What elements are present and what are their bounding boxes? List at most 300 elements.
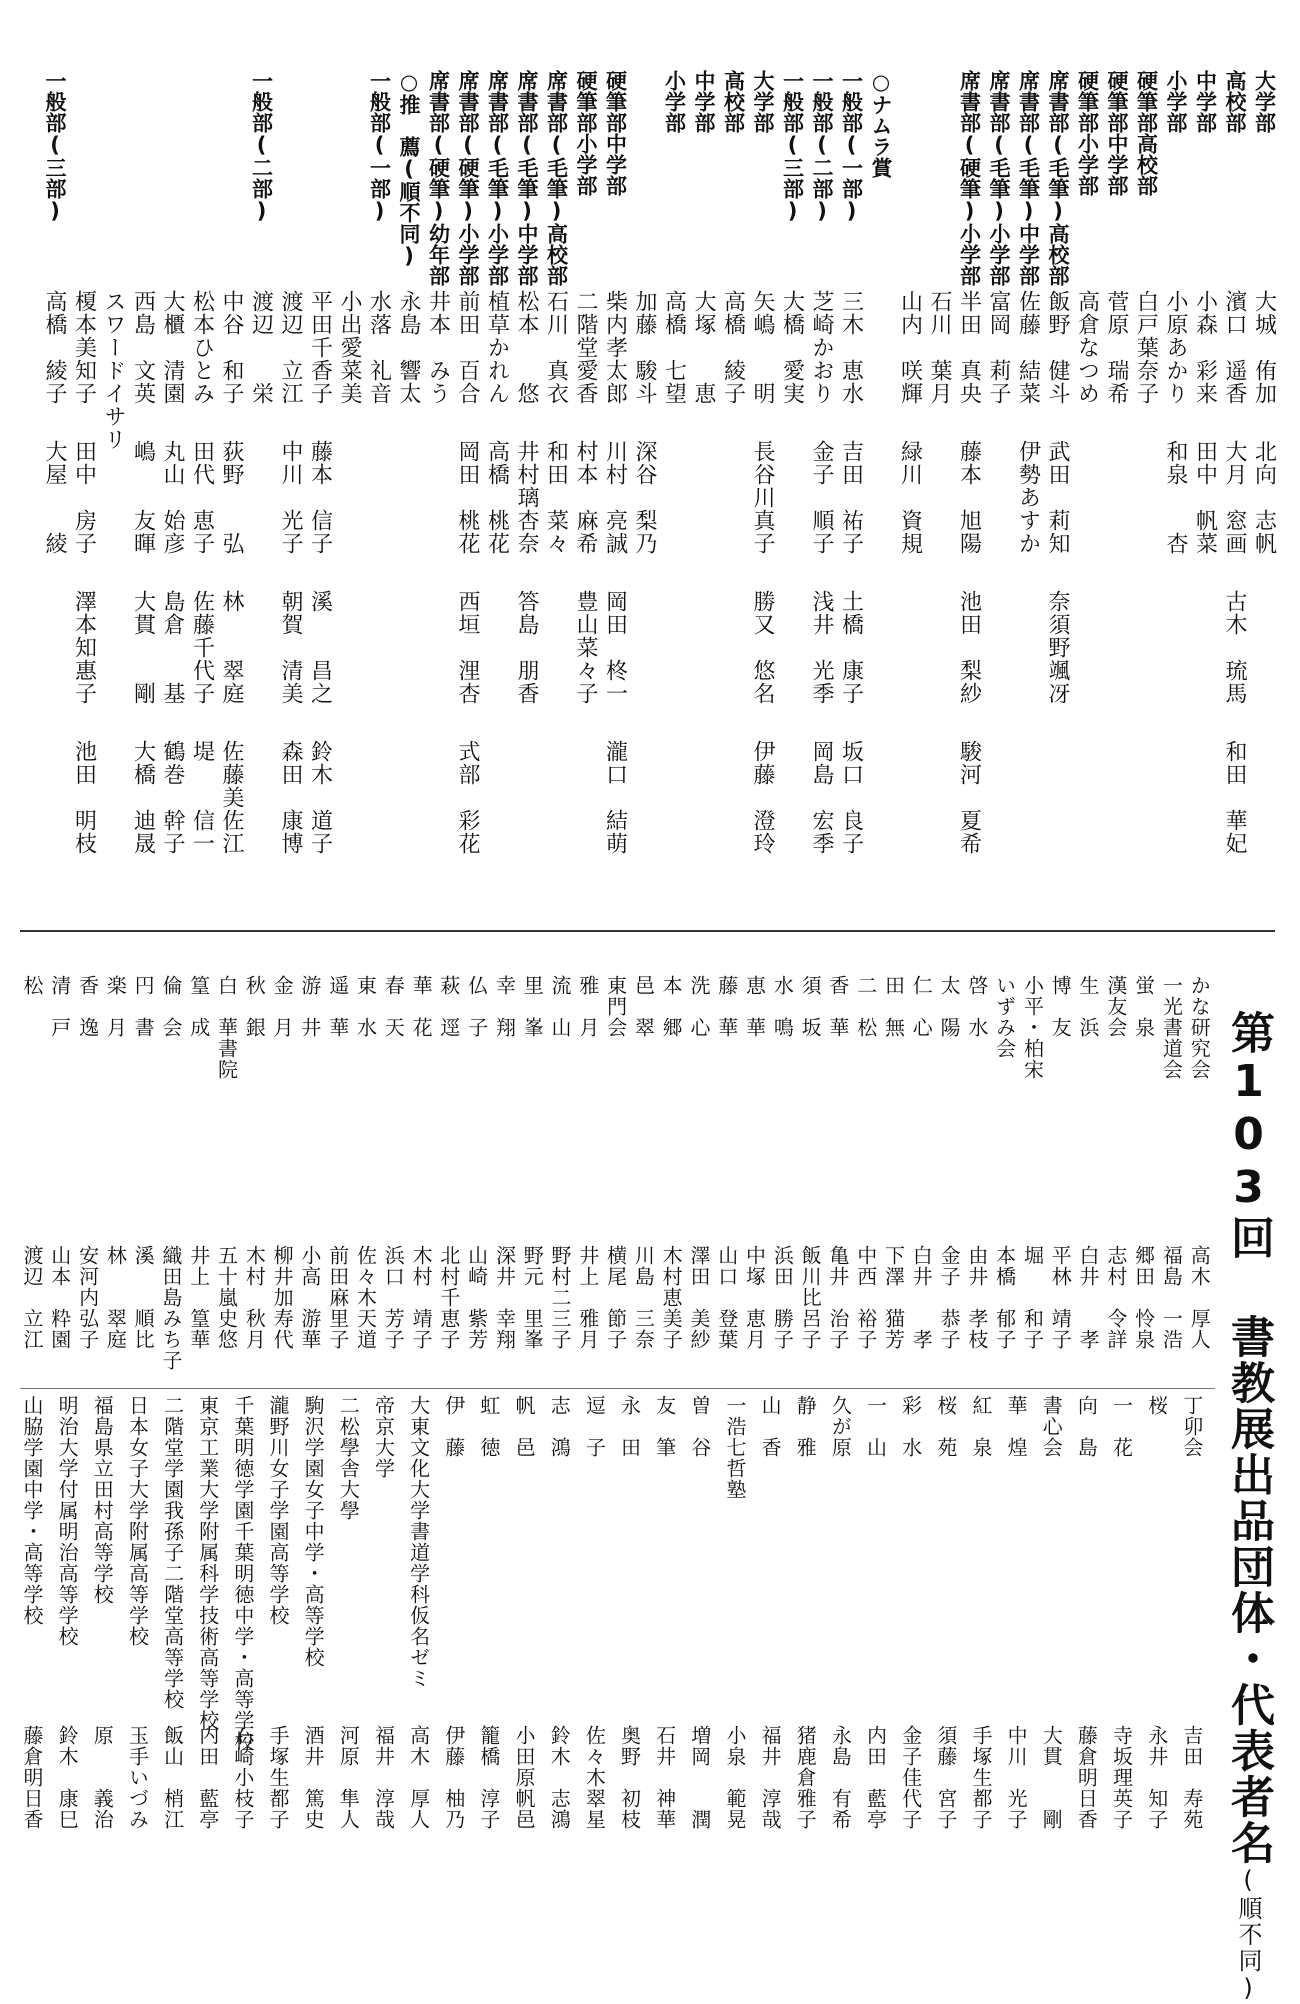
award-name: 武田 莉知 [1045,440,1070,555]
group-name: 日本女子大学附属高等学校 [125,1395,150,1647]
category-header: 席書部(毛筆)高校部 [544,70,569,286]
group-name: 東 水 [353,975,378,1038]
representative-name: 小田原帆邑 [512,1725,537,1830]
upper-column [867,70,897,890]
upper-column-inner [1251,70,1281,890]
group-name: 二階堂学園我孫子二階堂高等学校 [160,1395,185,1710]
award-name: 高橋 綾子 [720,290,746,405]
category-header: 一般部(二部) [249,70,274,223]
category-header: 小学部 [662,70,687,133]
group-name: 曽 谷 [687,1395,712,1458]
upper-column [336,70,366,890]
category-header: 硬筆部高校部 [1134,70,1159,196]
group-name: 博 友 [1048,975,1073,1038]
category-header: 席書部(硬筆)幼年部 [426,70,451,286]
representative-name: 平林 靖子 [1048,1245,1073,1350]
group-name: 仏 子 [464,975,489,1038]
group-name: 山脇学園中学・高等学校 [20,1395,44,1626]
representative-name: 溪 順比 [131,1245,156,1350]
representative-name: 前田麻里子 [325,1245,350,1350]
award-name: 加藤 駿斗 [632,290,657,405]
upper-column [720,70,750,890]
upper-column-inner [41,70,71,890]
representative-name: 福井 淳哉 [758,1725,783,1830]
representative-name: 原 義治 [90,1725,115,1830]
group-name: 楽 月 [103,975,128,1038]
upper-column [897,70,927,890]
group-name: 雅 月 [575,975,600,1038]
award-name: 古木 琉馬 [1222,590,1247,705]
award-name: 和田 菜々 [543,440,569,555]
group-name: 志 鴻 [547,1395,572,1458]
representative-name: 織田島みち子 [158,1245,183,1371]
group-name: 水 鳴 [770,975,795,1038]
award-name: 伊勢あすか [1015,440,1041,555]
award-name: 松本ひとみ [189,290,215,405]
upper-column-inner [543,70,573,890]
upper-column-inner [218,70,248,890]
group-name: 秋 銀 [242,975,267,1038]
representative-name: 金子 恭子 [937,1245,962,1350]
representative-name: 渡辺 立江 [20,1245,44,1350]
category-header: 一般部(一部) [367,70,392,223]
upper-column [956,70,986,890]
group-name: 明治大学付属明治高等学校 [55,1395,80,1647]
upper-column [71,70,101,890]
group-name: 遥 華 [325,975,350,1038]
representative-name: 木村 秋月 [242,1245,267,1350]
group-name: 篁 成 [186,975,211,1038]
upper-column [1103,70,1133,890]
group-name: 一 花 [1109,1395,1134,1458]
page-title [1216,1010,1280,2004]
representative-name: 井上 篁華 [186,1245,211,1350]
award-name: 藤本 信子 [307,440,333,555]
upper-column-inner [425,70,455,890]
award-name: 鈴木 道子 [307,740,333,855]
group-name: 清 戸 [47,975,72,1038]
representative-name: 永島 有希 [828,1725,853,1830]
group-name: 静 雅 [793,1395,818,1458]
category-header: 硬筆部小学部 [574,70,598,196]
award-name: 植草かれん [484,290,510,405]
upper-column-inner [454,70,484,890]
representative-name: 玉手いづみ [125,1725,150,1830]
award-name: 荻野 弘 [219,440,244,555]
upper-column [366,70,396,890]
category-header: 硬筆部小学部 [1075,70,1100,196]
representative-name: 福井 淳哉 [371,1725,396,1830]
group-name: 一光書道会 [1159,975,1184,1080]
award-name: 北向 志帆 [1251,440,1277,555]
group-name: かな研究会 [1187,975,1212,1080]
award-name: 中川 光子 [278,440,303,555]
award-name: 大橋 愛実 [779,290,805,405]
upper-column-inner [926,70,956,890]
upper-column-inner [1074,70,1104,890]
award-name: 高橋 桃花 [484,440,510,555]
group-name: 彩 水 [898,1395,923,1458]
representative-name: 永井 知子 [1144,1725,1169,1830]
award-name: 高橋 綾子 [42,290,67,405]
group-name: 一浩七哲塾 [722,1395,747,1500]
award-name: 緑川 資規 [897,440,923,555]
award-name: 田中 房子 [71,440,97,555]
upper-column [189,70,219,890]
upper-column [277,70,307,890]
award-name: 佐藤千代子 [189,590,215,705]
category-header: 席書部(毛筆)中学部 [1016,70,1041,286]
award-name: 長谷川真子 [750,440,775,555]
award-name: 森田 康博 [278,740,303,855]
award-name: 佐藤美佐江 [219,740,244,855]
group-name: 虹 徳 [476,1395,501,1458]
upper-column [1044,70,1074,890]
representative-name: 中川 光子 [1004,1725,1029,1830]
award-name: 大櫃 清園 [160,290,185,405]
upper-column [985,70,1015,890]
award-name: 芝崎かおり [809,290,834,405]
award-name: 和泉 杏 [1163,440,1188,555]
award-name: 平田千香子 [307,290,333,405]
award-name: 大城 侑加 [1251,290,1277,405]
upper-column-inner [1162,70,1192,890]
award-name: スワードイサリ [101,290,126,451]
group-name: 太 陽 [937,975,962,1038]
award-name: 水落 礼音 [366,290,392,405]
representative-name: 郷田 怜泉 [1131,1245,1156,1350]
representative-name: 石崎小枝子 [230,1725,255,1830]
award-name: 西島 文英 [130,290,156,405]
award-name: 田代 恵子 [189,440,215,555]
award-name: 澤本知惠子 [71,590,97,705]
upper-column [1221,70,1251,890]
award-name: 大塚 恵 [691,290,716,405]
representative-name: 北村千恵子 [436,1245,461,1350]
award-name: 式部 彩花 [455,740,480,855]
category-header: 中学部 [1193,70,1218,133]
upper-column-inner [395,70,425,890]
category-header: 大学部 [1252,70,1277,133]
group-name: 久が原 [828,1395,853,1458]
award-name: 豊山菜々子 [573,590,598,705]
group-name: 香 華 [825,975,850,1038]
category-header: 一般部(三部) [43,70,67,223]
upper-column [159,70,189,890]
representative-name: 藤倉明日香 [20,1725,44,1830]
group-name: 桜 苑 [933,1395,958,1458]
group-name: 東京工業大学附属科学技術高等学校 [195,1395,220,1731]
representative-name: 酒井 篤史 [301,1725,326,1830]
category-header: 一般部(二部) [810,70,834,223]
award-name: 藤本 旭陽 [956,440,982,555]
award-name: 岡田 柊一 [602,590,628,705]
upper-column [661,70,691,890]
upper-column [100,70,130,890]
group-name: 東門会 [603,975,628,1038]
group-name: 蛍 泉 [1131,975,1156,1038]
group-name: 帆 邑 [512,1395,537,1458]
representative-name: 下澤 猫芳 [881,1245,906,1350]
upper-column [395,70,425,890]
upper-column-inner [71,70,101,890]
award-name: 中谷 和子 [219,290,244,405]
representative-name: 本橋 郁子 [992,1245,1017,1350]
award-name: 榎本美知子 [71,290,97,405]
award-name: 佐藤 結菜 [1015,290,1041,405]
group-name: 須 坂 [798,975,823,1038]
award-name: 柴内孝太郎 [602,290,628,405]
representative-name: 小泉 範晃 [722,1725,747,1830]
group-name: 本 郷 [659,975,684,1038]
group-name: 倫 会 [158,975,183,1038]
representative-name: 吉田 寿苑 [1179,1725,1204,1830]
upper-column [1251,70,1281,890]
representative-name: 横尾 節子 [603,1245,628,1350]
upper-column-inner [956,70,986,890]
category-header: 一般部(三部) [780,70,805,223]
award-name: 深谷 梨乃 [632,440,657,555]
award-name: 奈須野颯冴 [1045,590,1070,705]
representative-name: 手塚生都子 [968,1725,993,1830]
upper-column [779,70,809,890]
award-name: 川村 亮誠 [602,440,628,555]
award-name: 高橋 七望 [661,290,687,405]
upper-column [425,70,455,890]
upper-column-inner [661,70,691,890]
award-name: 矢嶋 明 [750,290,775,405]
award-name: 濱口 遥香 [1222,290,1247,405]
award-name: 池田 梨紗 [956,590,982,705]
group-name: 金 月 [270,975,295,1038]
award-name: 石川 葉月 [927,290,952,405]
representative-name: 高木 厚人 [1187,1245,1212,1350]
award-name: 池田 明枝 [71,740,97,855]
group-name: 生 浜 [1076,975,1101,1038]
upper-column-inner [248,70,278,890]
group-name: 恵 華 [742,975,767,1038]
upper-column-inner [631,70,661,890]
award-name: 溪 昌之 [307,590,333,705]
representative-name: 飯山 梢江 [160,1725,185,1830]
group-name: 春 天 [381,975,406,1038]
upper-column-inner [159,70,189,890]
upper-section [20,70,1280,890]
award-name: 田中 帆菜 [1192,440,1218,555]
award-name: 金子 順子 [809,440,834,555]
group-name: 向 島 [1074,1395,1099,1458]
upper-column [602,70,632,890]
upper-column [749,70,779,890]
award-name: 鶴巻 幹子 [160,740,185,855]
group-name: 洗 心 [686,975,711,1038]
award-name: 渡辺 栄 [248,290,274,405]
award-name: 松本 悠 [514,290,539,405]
upper-column [1074,70,1104,890]
group-name: 幸 翔 [492,975,517,1038]
group-name: 帝京大学 [371,1395,396,1479]
group-name: 一 山 [863,1395,888,1458]
upper-column-inner [1192,70,1222,890]
category-header: 大学部 [751,70,775,133]
group-name: 書心会 [1039,1395,1064,1458]
upper-column [1133,70,1163,890]
representative-name: 増岡 潤 [687,1725,712,1830]
category-header: 中学部 [692,70,716,133]
award-name: 堤 信一 [189,740,215,855]
representative-name: 志村 令詳 [1103,1245,1128,1350]
category-header: 小学部 [1164,70,1188,133]
representative-name: 手塚生都子 [266,1725,291,1830]
representative-name: 安河内弘子 [75,1245,100,1350]
group-name: 永 田 [617,1395,642,1458]
award-name: 菅原 瑞希 [1104,290,1129,405]
award-name: 島倉 基 [160,590,185,705]
award-name: 二階堂愛香 [573,290,598,405]
upper-column-inner [1133,70,1163,890]
divider-top [20,930,1275,932]
upper-column-inner [690,70,720,890]
upper-column [248,70,278,890]
category-header: 席書部(硬筆)小学部 [957,70,982,286]
category-header: 席書部(毛筆)小学部 [485,70,510,286]
award-name: 半田 真央 [956,290,982,405]
representative-name: 鈴木 康巳 [55,1725,80,1830]
upper-column [1162,70,1192,890]
upper-column-inner [130,70,160,890]
representative-name: 川島 三奈 [631,1245,656,1350]
group-name: 駒沢学園女子中学・高等学校 [301,1395,326,1668]
award-name: 土橋 康子 [838,590,864,705]
group-name: 藤 華 [714,975,739,1038]
upper-column [307,70,337,890]
award-name: 朝賀 清美 [278,590,303,705]
award-name: 浅井 光季 [809,590,834,705]
group-name: 華 煌 [1004,1395,1029,1458]
group-name: 流 山 [548,975,573,1038]
upper-column-inner [1221,70,1251,890]
upper-column-inner [189,70,219,890]
award-name: 瀧口 結萌 [602,740,628,855]
representative-name: 猪鹿倉雅子 [793,1725,818,1830]
divider-mid [20,1388,1215,1389]
group-name: 白 華書院 [214,975,239,1080]
group-name: 小平・柏宋 [1020,975,1045,1080]
award-name: 丸山 始彦 [160,440,185,555]
upper-column-inner [808,70,838,890]
award-name: 前田 百合 [455,290,480,405]
group-name: 邑 翠 [631,975,656,1038]
group-name: 里 峯 [520,975,545,1038]
upper-column [838,70,868,890]
award-name: 井村璃杏奈 [514,440,539,555]
representative-name: 柳井加寿代 [270,1245,295,1350]
upper-column-inner [985,70,1015,890]
upper-column-inner [100,70,130,890]
page-title-sub: (順不同) [1234,1866,1262,2004]
group-name: 山 香 [758,1395,783,1458]
group-name: 瀧野川女子学園高等学校 [266,1395,291,1626]
upper-column-inner [366,70,396,890]
award-name: 白戸葉奈子 [1133,290,1159,405]
representative-name: 小高 游華 [297,1245,322,1350]
representative-name: 木村恵美子 [659,1245,684,1350]
category-header: 高校部 [1223,70,1247,133]
category-header: 席書部(毛筆)小学部 [987,70,1011,286]
upper-column-inner [897,70,927,890]
award-name: 高倉なつめ [1074,290,1100,405]
representative-name: 深井 幸翔 [492,1245,517,1350]
group-name: いずみ会 [992,975,1017,1059]
category-header: 硬筆部中学部 [1105,70,1129,196]
upper-column [631,70,661,890]
representative-name: 山本 粋園 [47,1245,72,1350]
upper-column-inner [749,70,779,890]
representative-name: 寺坂理英子 [1109,1725,1134,1830]
award-name: 伊藤 澄玲 [750,740,775,855]
upper-column-inner [1044,70,1074,890]
upper-column-inner [572,70,602,890]
upper-column [130,70,160,890]
representative-name: 河原 隼人 [336,1725,361,1830]
upper-column-inner [484,70,514,890]
award-name: 岡田 桃花 [455,440,480,555]
representative-name: 山口 登葉 [714,1245,739,1350]
representative-name: 飯川比呂子 [798,1245,823,1350]
representative-name: 井上 雅月 [575,1245,600,1350]
representative-name: 白井 孝 [909,1245,934,1350]
representative-name: 籠橋 淳子 [476,1725,501,1830]
group-name: 仁 心 [909,975,934,1038]
representative-name: 石井 神華 [652,1725,677,1830]
award-name: 富岡 莉子 [986,290,1011,405]
upper-column [543,70,573,890]
upper-column [1015,70,1045,890]
upper-column-inner [838,70,868,890]
representative-name: 佐々木天道 [353,1245,378,1350]
representative-name: 堀 和子 [1020,1245,1045,1350]
award-name: 永島 響太 [396,290,421,405]
upper-column [513,70,543,890]
group-name: 丁卯会 [1179,1395,1204,1458]
group-name: 桜 [1144,1395,1169,1416]
category-header: 高校部 [721,70,746,133]
award-name: 吉田 祐子 [838,440,864,555]
upper-column [1192,70,1222,890]
group-name: 華 花 [409,975,434,1038]
upper-column-inner [779,70,809,890]
upper-column-inner [720,70,750,890]
category-header: 硬筆部中学部 [603,70,628,196]
representative-name: 野元 里峯 [520,1245,545,1350]
representative-name: 藤倉明日香 [1074,1725,1099,1830]
upper-column [454,70,484,890]
group-name: 円 書 [131,975,156,1038]
award-name: 勝又 悠名 [750,590,775,705]
award-name: 坂口 良子 [838,740,864,855]
group-name: 逗 子 [582,1395,607,1458]
group-name: 二松學舎大學 [336,1395,361,1521]
category-header: 席書部(毛筆)高校部 [1046,70,1070,286]
representative-name: 佐々木翠星 [582,1725,607,1830]
award-name: 駿河 夏希 [956,740,982,855]
lower-right-section [20,975,1220,1375]
upper-column [572,70,602,890]
upper-column-inner [307,70,337,890]
award-name: 岡島 宏季 [809,740,834,855]
page-title-main: 第103回 書教展出品団体・代表者名 [1223,1010,1274,1866]
representative-name: 木村 靖子 [409,1245,434,1350]
